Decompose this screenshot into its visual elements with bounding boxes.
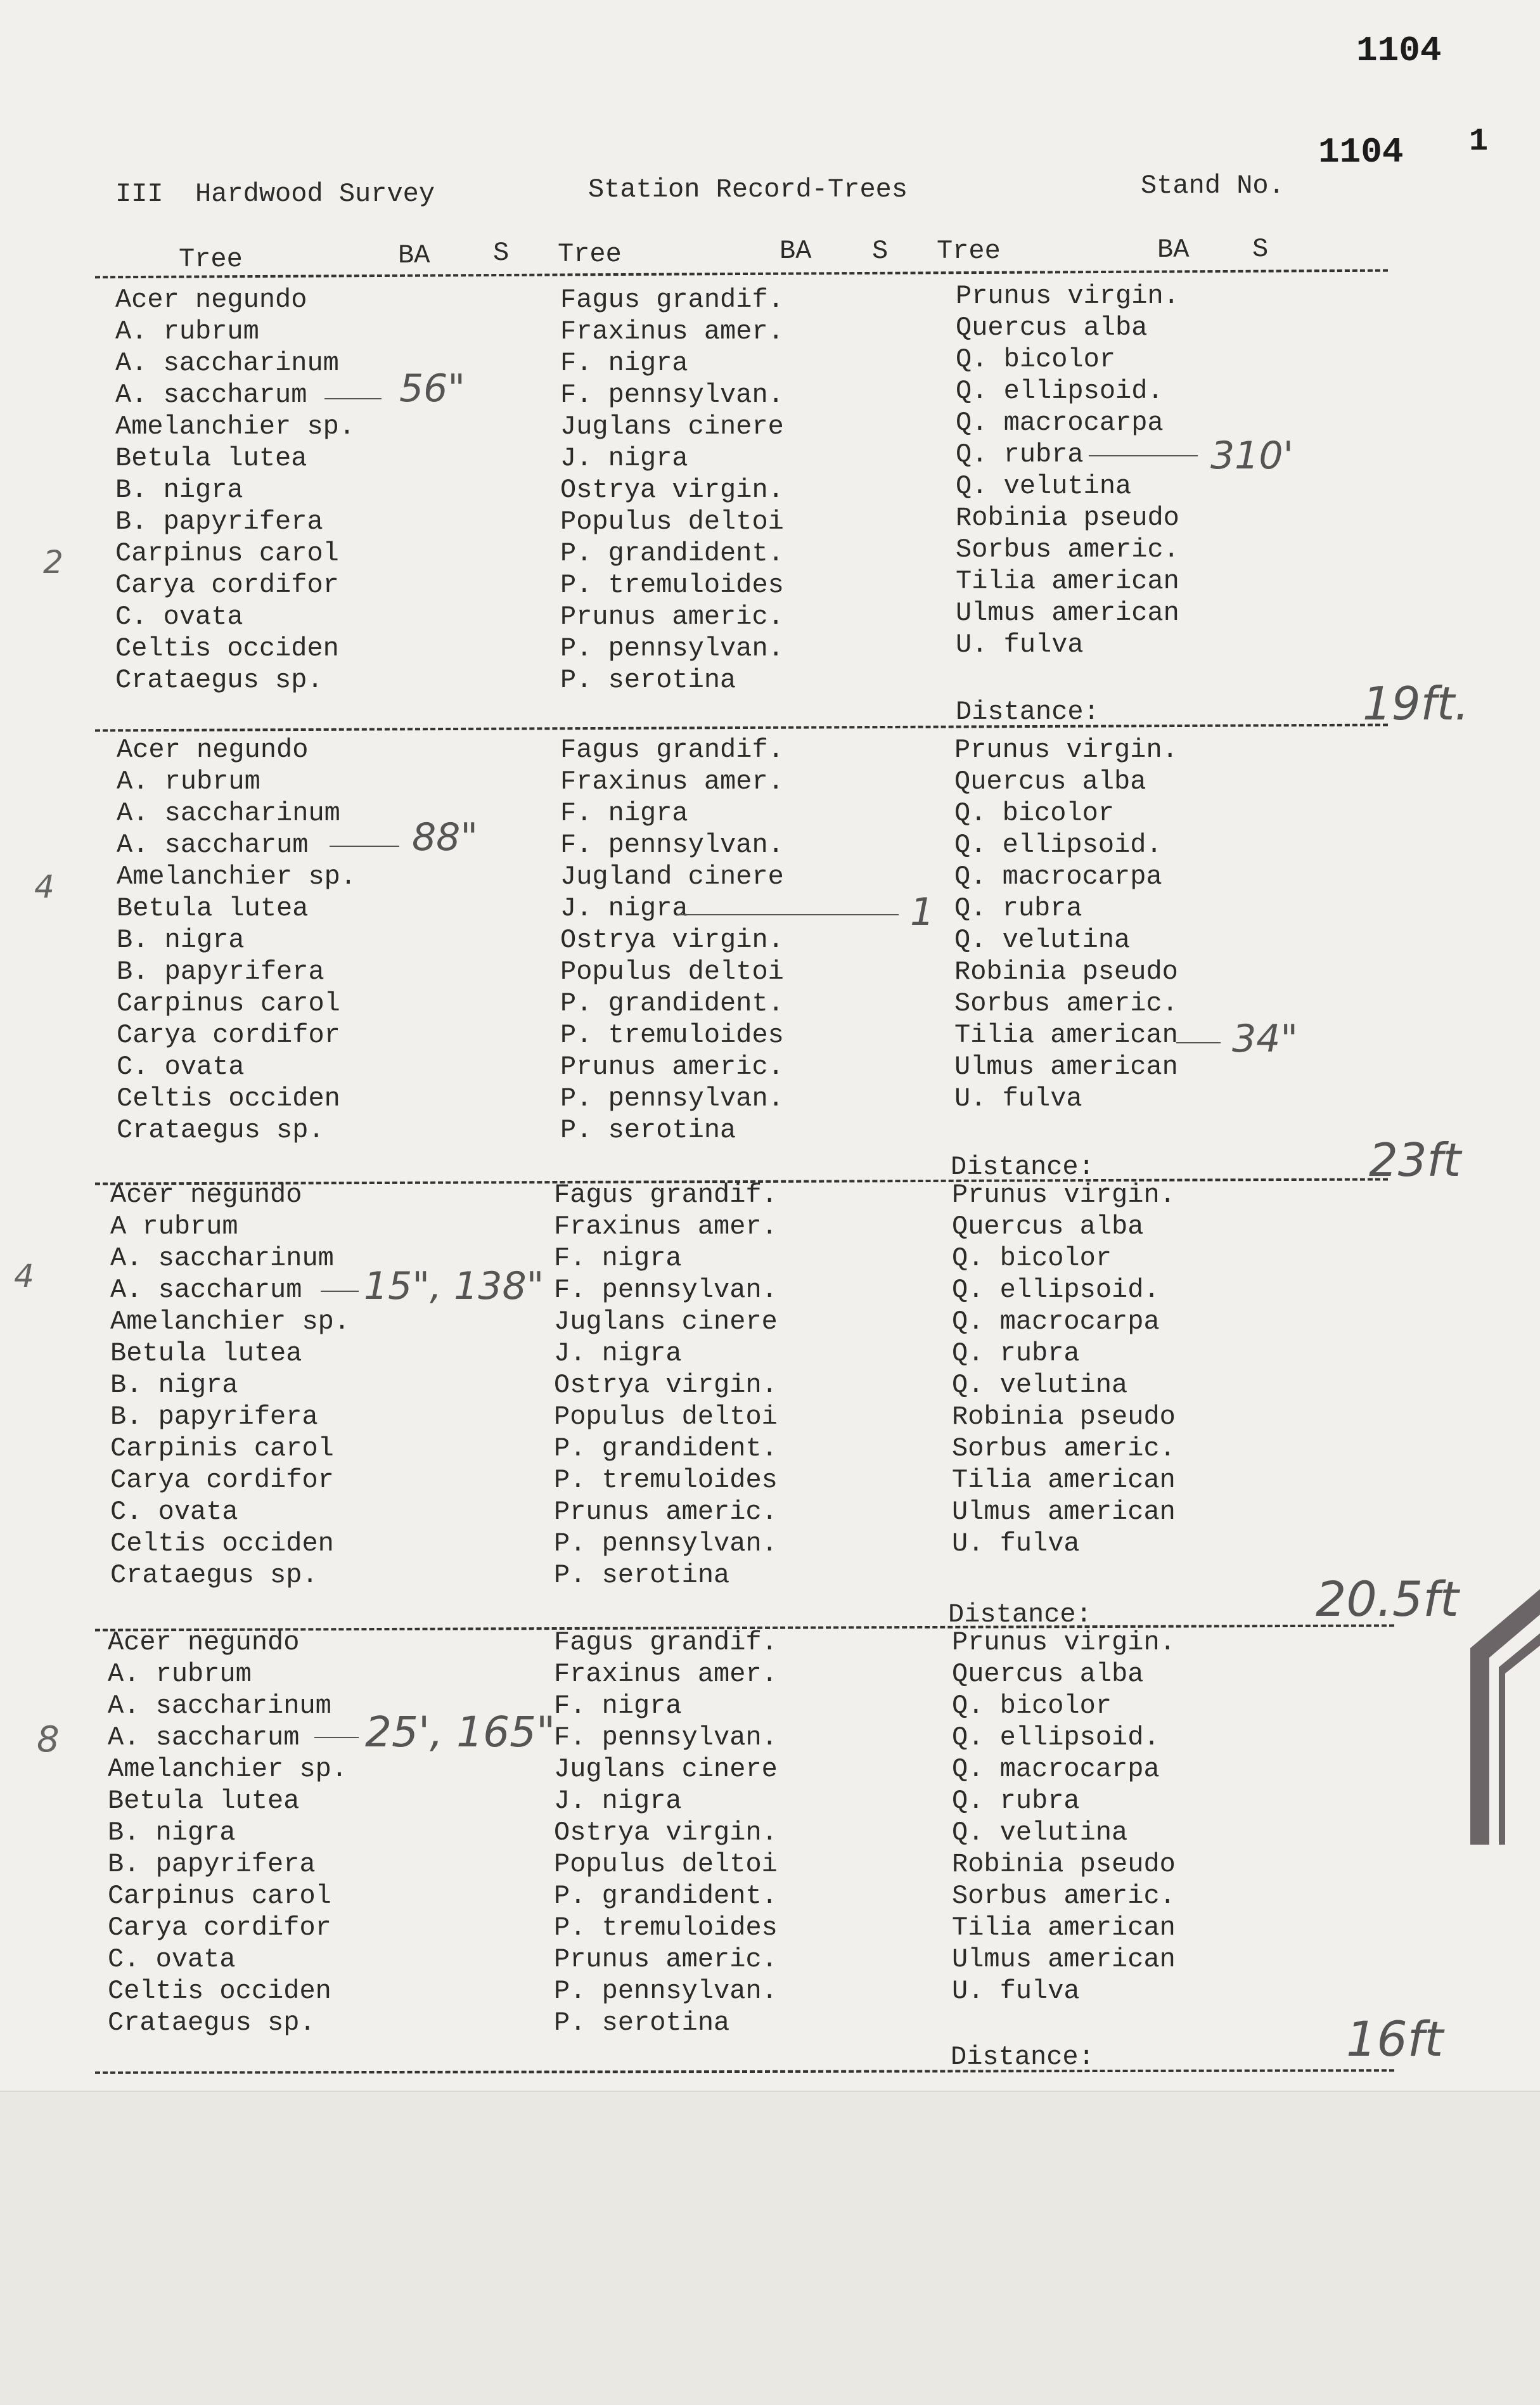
species-row: C. ovata [115,602,243,632]
species-row: Populus deltoi [560,506,784,537]
species-row: U. fulva [954,1083,1082,1114]
handwritten-note: 15", 138" [364,1264,544,1308]
species-row: Q. ellipsoid. [952,1275,1160,1305]
note-leader [677,914,899,915]
species-row: Carpinus carol [108,1881,331,1911]
handwritten-note: 1 [910,890,935,934]
note-leader [1176,1042,1221,1043]
margin-mark: 4 [34,868,55,905]
species-row: Q. macrocarpa [956,408,1164,438]
species-row: Fagus grandif. [554,1627,778,1658]
species-row: Q. velutina [952,1817,1128,1848]
species-column-2 [554,1627,778,2039]
species-row: Juglans cinere [554,1754,778,1784]
species-row: U. fulva [956,629,1084,660]
species-row: Q. rubra [954,893,1082,924]
species-column-1 [110,1179,350,1591]
header-s-1: S [493,238,510,268]
species-row: Amelanchier sp. [108,1754,348,1784]
species-row: B. nigra [115,475,243,505]
species-row: A rubrum [110,1211,238,1242]
header-tree-2: Tree [558,239,622,269]
species-row: A. saccharinum [110,1243,334,1273]
handwritten-note: 88" [412,815,478,860]
species-row: A. saccharum [115,380,307,410]
species-row: Prunus americ. [554,1944,778,1975]
species-column-3 [956,280,1179,661]
species-row: Fagus grandif. [560,285,784,315]
species-column-3 [952,1179,1176,1559]
species-row: Q. ellipsoid. [952,1722,1160,1753]
species-row: Sorbus americ. [956,534,1179,565]
species-row: F. pennsylvan. [554,1722,778,1753]
species-row: Q. macrocarpa [952,1306,1160,1337]
species-row: P. serotina [560,665,736,695]
note-leader [330,846,399,847]
note-leader [324,398,382,399]
distance-value: 20.5ft [1316,1571,1459,1627]
species-row: Prunus virgin. [956,281,1179,311]
species-row: P. pennsylvan. [554,1976,778,2006]
species-row: Carya cordifor [110,1465,334,1495]
species-row: Crataegus sp. [115,665,323,695]
species-row: Juglans cinere [554,1306,778,1337]
distance-value: 19ft. [1363,677,1470,730]
species-row: A. saccharum [110,1275,302,1305]
species-row: J. nigra [554,1786,682,1816]
species-row: Q. bicolor [952,1691,1112,1721]
species-row: P. grandident. [560,988,784,1019]
species-row: Celtis occiden [117,1083,340,1114]
header-s-2: S [872,236,889,266]
species-row: Fraxinus amer. [554,1211,778,1242]
species-row: Betula lutea [117,893,309,924]
species-row: C. ovata [110,1497,238,1527]
species-row: Tilia american [952,1912,1176,1943]
species-row: P. pennsylvan. [560,633,784,664]
species-row: Populus deltoi [560,957,784,987]
species-row: Carpinis carol [110,1433,334,1464]
species-row: Carya cordifor [117,1020,340,1050]
species-row: Q. rubra [956,439,1084,470]
species-row: Ulmus american [956,598,1179,628]
margin-mark: 8 [37,1719,60,1760]
species-column-2 [554,1179,778,1591]
species-row: F. pennsylvan. [560,380,784,410]
species-row: Prunus virgin. [952,1627,1176,1658]
species-row: P. tremuloides [554,1912,778,1943]
species-row: B. papyrifera [117,957,324,987]
species-row: P. serotina [554,2008,730,2038]
header-tree-3: Tree [937,236,1001,266]
species-row: Fagus grandif. [554,1180,778,1210]
species-row: Prunus americ. [554,1497,778,1527]
folder-edge [1470,1578,1540,1845]
species-row: Prunus virgin. [954,735,1178,765]
species-row: Fraxinus amer. [560,316,784,347]
species-row: Robinia pseudo [956,503,1179,533]
species-row: C. ovata [108,1944,236,1975]
species-row: Ostrya virgin. [554,1370,778,1400]
species-row: Acer negundo [108,1627,300,1658]
distance-label: Distance: [956,697,1100,727]
species-row: Quercus alba [956,313,1148,343]
species-row: A. saccharum [108,1722,300,1753]
species-row: U. fulva [952,1976,1080,2006]
species-row: Carya cordifor [108,1912,331,1943]
species-row: U. fulva [952,1528,1080,1559]
distance-value: 23ft [1369,1133,1461,1187]
header-ba-2: BA [780,236,812,266]
species-row: Celtis occiden [115,633,339,664]
species-row: F. nigra [554,1691,682,1721]
species-row: Tilia american [954,1020,1178,1050]
species-row: Tilia american [952,1465,1176,1495]
species-row: Quercus alba [952,1211,1144,1242]
species-row: B. papyrifera [115,506,323,537]
species-row: Quercus alba [952,1659,1144,1689]
distance-label: Distance: [951,2042,1094,2072]
species-row: Quercus alba [954,766,1146,797]
species-row: B. papyrifera [108,1849,316,1880]
stamp-number-top: 1104 [1356,30,1442,71]
species-row: A. rubrum [115,316,259,347]
species-row: P. pennsylvan. [554,1528,778,1559]
species-row: Betula lutea [108,1786,300,1816]
species-row: P. grandident. [554,1881,778,1911]
species-row: Q. macrocarpa [952,1754,1160,1784]
species-row: Amelanchier sp. [115,411,356,442]
species-row: F. nigra [560,798,688,829]
species-row: B. nigra [108,1817,236,1848]
stand-number-label: Stand No. [1141,171,1285,201]
species-row: Ostrya virgin. [560,925,784,955]
species-row: Robinia pseudo [952,1849,1176,1880]
species-row: Jugland cinere [560,861,784,892]
species-row: Amelanchier sp. [117,861,357,892]
survey-title: III Hardwood Survey [115,179,435,209]
species-row: F. pennsylvan. [560,830,784,860]
note-leader [1089,455,1198,456]
species-row: Ostrya virgin. [554,1817,778,1848]
species-row: Robinia pseudo [954,957,1178,987]
species-row: Acer negundo [110,1180,302,1210]
record-title: Station Record-Trees [588,174,908,205]
species-row: Carya cordifor [115,570,339,600]
species-row: Q. macrocarpa [954,861,1162,892]
stamp-mark: 1 [1469,124,1489,160]
distance-label: Distance: [948,1599,1092,1630]
paper-fold [0,2091,1540,2405]
handwritten-note: 56" [399,366,465,411]
handwritten-note: 310' [1210,434,1294,478]
species-row: Ulmus american [952,1497,1176,1527]
handwritten-note: 25', 165" [365,1708,556,1757]
species-row: Prunus americ. [560,1052,784,1082]
species-row: Q. bicolor [954,798,1115,829]
species-row: A. rubrum [108,1659,252,1689]
handwritten-note: 34" [1232,1017,1298,1061]
species-row: A. saccharinum [108,1691,331,1721]
species-row: Betula lutea [110,1338,302,1369]
species-column-2 [560,734,784,1146]
margin-mark: 2 [43,544,63,581]
species-column-1 [117,734,356,1146]
species-row: Carpinus carol [117,988,340,1019]
species-row: Q. velutina [956,471,1132,501]
species-row: Q. velutina [952,1370,1128,1400]
species-row: Prunus virgin. [952,1180,1176,1210]
species-row: Ulmus american [952,1944,1176,1975]
species-row: A. rubrum [117,766,260,797]
species-row: P. serotina [560,1115,736,1145]
header-tree-1: Tree [179,244,243,274]
species-row: C. ovata [117,1052,245,1082]
species-column-1 [108,1627,347,2039]
header-ba-1: BA [398,240,430,271]
species-row: A. saccharum [117,830,309,860]
species-row: P. tremuloides [560,570,784,600]
header-ba-3: BA [1157,235,1190,265]
species-row: J. nigra [560,443,688,474]
species-column-1 [115,284,355,696]
species-row: P. pennsylvan. [560,1083,784,1114]
species-row: Crataegus sp. [117,1115,324,1145]
species-row: J. nigra [554,1338,682,1369]
species-row: P. grandident. [554,1433,778,1464]
note-leader [321,1291,359,1292]
species-row: A. saccharinum [117,798,340,829]
species-row: Q. bicolor [956,344,1116,375]
species-row: P. tremuloides [560,1020,784,1050]
species-row: Sorbus americ. [952,1433,1176,1464]
species-row: P. grandident. [560,538,784,569]
species-row: Tilia american [956,566,1179,596]
species-row: Acer negundo [115,285,307,315]
species-row: Populus deltoi [554,1402,778,1432]
species-row: Prunus americ. [560,602,784,632]
species-row: Celtis occiden [108,1976,331,2006]
species-row: A. saccharinum [115,348,339,378]
species-row: Populus deltoi [554,1849,778,1880]
note-leader [314,1737,359,1738]
species-row: Crataegus sp. [110,1560,318,1590]
species-row: Celtis occiden [110,1528,334,1559]
species-row: Crataegus sp. [108,2008,316,2038]
species-row: B. nigra [117,925,245,955]
species-row: Fraxinus amer. [554,1659,778,1689]
species-row: B. nigra [110,1370,238,1400]
species-row: J. nigra [560,893,688,924]
species-row: B. papyrifera [110,1402,318,1432]
species-row: Q. ellipsoid. [956,376,1164,406]
distance-value: 16ft [1346,2011,1444,2067]
margin-mark: 4 [14,1258,34,1294]
distance-label: Distance: [951,1152,1094,1182]
species-row: Sorbus americ. [952,1881,1176,1911]
species-row: Carpinus carol [115,538,339,569]
species-row: Sorbus americ. [954,988,1178,1019]
species-row: Q. ellipsoid. [954,830,1162,860]
species-row: Fagus grandif. [560,735,784,765]
species-row: F. nigra [554,1243,682,1273]
species-row: Q. rubra [952,1786,1080,1816]
species-row: P. serotina [554,1560,730,1590]
stamp-number-second: 1104 [1318,132,1404,172]
species-row: Juglans cinere [560,411,784,442]
species-row: Betula lutea [115,443,307,474]
species-row: Ostrya virgin. [560,475,784,505]
species-row: Q. velutina [954,925,1131,955]
species-row: Amelanchier sp. [110,1306,350,1337]
species-row: F. nigra [560,348,688,378]
species-row: Ulmus american [954,1052,1178,1082]
species-row: P. tremuloides [554,1465,778,1495]
species-row: Q. rubra [952,1338,1080,1369]
species-column-3 [952,1627,1176,2007]
species-row: F. pennsylvan. [554,1275,778,1305]
species-row: Acer negundo [117,735,309,765]
header-s-3: S [1252,234,1269,264]
species-row: Fraxinus amer. [560,766,784,797]
species-column-3 [954,734,1178,1114]
species-column-2 [560,284,784,696]
species-row: Robinia pseudo [952,1402,1176,1432]
species-row: Q. bicolor [952,1243,1112,1273]
